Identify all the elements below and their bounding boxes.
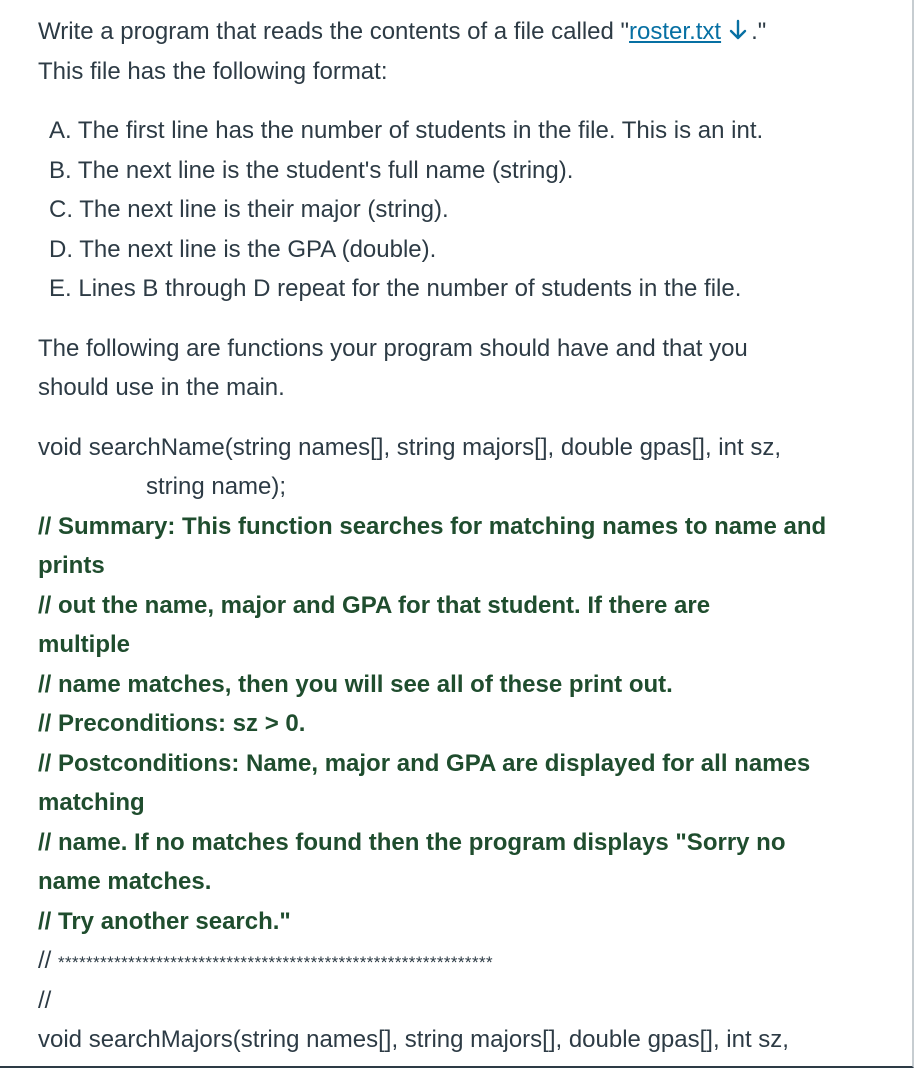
comment-line: matching bbox=[38, 789, 145, 816]
functions-intro-line2: should use in the main. bbox=[38, 374, 285, 401]
functions-intro-paragraph bbox=[38, 329, 898, 408]
comment-line: prints bbox=[38, 552, 105, 579]
search-majors-block bbox=[38, 1020, 898, 1060]
roster-file-link[interactable]: roster.txt bbox=[629, 18, 722, 45]
comment-line: // Try another search." bbox=[38, 907, 291, 935]
list-item: C. The next line is their major (string). bbox=[49, 196, 449, 223]
intro-suffix: ." bbox=[751, 18, 767, 45]
functions-intro-line1: The following are functions your program should have and that you bbox=[38, 334, 748, 362]
comment-line: // name. If no matches found then the program displays "Sorry no bbox=[38, 828, 786, 856]
comment-line: // name matches, then you will see all of these print out. bbox=[38, 670, 673, 698]
stars-prefix: // bbox=[38, 947, 52, 974]
comment-end: // bbox=[38, 986, 52, 1014]
search-name-signature: void searchName(string names[], string majors[], double gpas[], int sz, bbox=[38, 433, 781, 461]
list-item: D. The next line is the GPA (double). bbox=[49, 235, 437, 263]
comment-line: multiple bbox=[38, 631, 131, 658]
comment-line: // Postconditions: Name, major and GPA are displayed for all names bbox=[38, 749, 811, 777]
stars-line: ************************************************************** bbox=[58, 953, 493, 972]
download-icon[interactable] bbox=[727, 15, 749, 39]
assignment-content bbox=[38, 12, 898, 1060]
comment-line: // Summary: This function searches for matching names to name and bbox=[38, 512, 827, 540]
list-item: B. The next line is the student's full name (string). bbox=[49, 156, 574, 184]
intro-paragraph bbox=[38, 12, 898, 91]
comment-line: // out the name, major and GPA for that student. If there are bbox=[38, 591, 711, 619]
search-name-signature-cont: string name); bbox=[146, 473, 287, 500]
intro-prefix: Write a program that reads the contents of a file called " bbox=[38, 18, 630, 45]
stars-divider bbox=[38, 941, 898, 981]
file-format-list bbox=[38, 111, 898, 309]
list-item: A. The first line has the number of students in the file. This is an int. bbox=[49, 117, 764, 144]
comment-line: name matches. bbox=[38, 868, 212, 895]
list-item: E. Lines B through D repeat for the number of students in the file. bbox=[49, 275, 742, 302]
comment-line: // Preconditions: sz > 0. bbox=[38, 710, 306, 737]
search-name-block bbox=[38, 428, 898, 1021]
search-majors-signature: void searchMajors(string names[], string majors[], double gpas[], int sz, bbox=[38, 1026, 789, 1053]
intro-line2: This file has the following format: bbox=[38, 57, 388, 85]
